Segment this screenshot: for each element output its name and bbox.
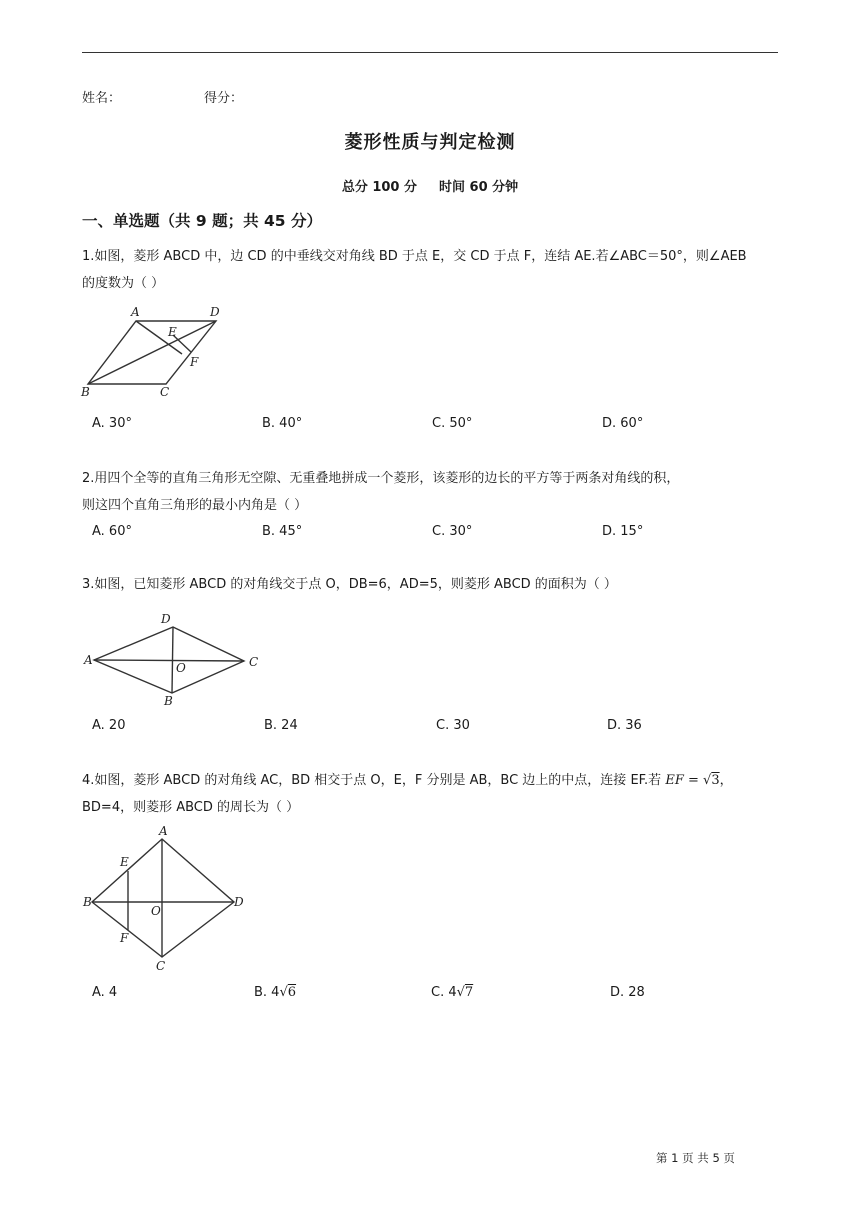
label-c: C xyxy=(160,385,170,399)
rhombus-abcd-shape xyxy=(92,839,234,957)
question-2-option-c[interactable]: C. 30° xyxy=(432,524,473,539)
question-2-line-1: 2.用四个全等的直角三角形无空隙、无重叠地拼成一个菱形，该菱形的边长的平方等于两条对角线的积， xyxy=(82,471,680,486)
label-f: F xyxy=(120,931,129,945)
question-1-line-1: 1.如图，菱形 ABCD 中，边 CD 的中垂线交对角线 BD 于点 E，交 CD 于点 F，连结 AE.若∠ABC＝50°，则∠AEB xyxy=(82,249,747,264)
question-1-option-d[interactable]: D. 60° xyxy=(602,416,644,431)
label-d: D xyxy=(161,612,171,626)
question-1-option-b[interactable]: B. 40° xyxy=(262,416,303,431)
question-3-line-1: 3.如图，已知菱形 ABCD 的对角线交于点 O，DB=6，AD=5，则菱形 ABCD 的面积为（ ） xyxy=(82,577,617,592)
label-o: O xyxy=(176,661,186,675)
label-a: A xyxy=(159,826,168,838)
page-title: 菱形性质与判定检测 xyxy=(344,132,516,153)
label-d: D xyxy=(210,305,220,319)
label-e: E xyxy=(168,325,177,339)
label-b: B xyxy=(164,694,173,708)
name-label: 姓名： xyxy=(82,91,122,106)
equation-lhs: EF xyxy=(665,773,684,788)
sqrt-6: √6 xyxy=(279,985,297,1000)
question-4-line-1-text: 4.如图，菱形 ABCD 的对角线 AC，BD 相交于点 O，E，F 分别是 AB，BC 边上的中点，连接 EF.若 xyxy=(82,773,662,788)
label-d: D xyxy=(234,895,244,909)
time-limit: 时间 60 分钟 xyxy=(439,180,519,195)
radical-sign: √ xyxy=(703,773,712,788)
label-c: C xyxy=(249,655,259,669)
label-f: F xyxy=(190,355,199,369)
question-1-option-c[interactable]: C. 50° xyxy=(432,416,473,431)
score-label: 得分： xyxy=(204,91,244,106)
question-1-line-2: 的度数为（ ） xyxy=(82,276,165,291)
question-4-option-b[interactable] xyxy=(254,985,296,1000)
question-3-option-b[interactable]: B. 24 xyxy=(264,718,298,733)
total-score: 总分 100 分 xyxy=(341,180,418,195)
label-e: E xyxy=(120,855,129,869)
question-2-line-2: 则这四个直角三角形的最小内角是（ ） xyxy=(82,498,308,513)
question-4-line-2: BD=4，则菱形 ABCD 的周长为（ ） xyxy=(82,800,300,815)
question-3-option-c[interactable]: C. 30 xyxy=(436,718,470,733)
sqrt-7: √7 xyxy=(456,985,474,1000)
label-a: A xyxy=(131,305,140,319)
question-1-option-a[interactable]: A. 30° xyxy=(92,416,132,431)
section-heading: 一、单选题（共 9 题；共 45 分） xyxy=(82,212,322,230)
label-c: C xyxy=(156,959,166,973)
question-3-stem xyxy=(82,571,782,598)
radicand: 3 xyxy=(711,773,720,788)
option-c-radicand: 7 xyxy=(464,985,474,1000)
diagonal-bd xyxy=(172,627,173,693)
question-2-stem xyxy=(82,465,782,519)
question-3-figure xyxy=(82,610,267,708)
sqrt-3 xyxy=(703,773,720,788)
option-b-radicand: 6 xyxy=(287,985,297,1000)
name-score-row xyxy=(82,87,244,106)
question-2-option-b[interactable]: B. 45° xyxy=(262,524,303,539)
question-4-stem xyxy=(82,767,782,821)
header-rule xyxy=(82,52,778,53)
question-3-option-d[interactable]: D. 36 xyxy=(607,718,642,733)
question-4-line-1 xyxy=(82,767,782,794)
question-3-option-a[interactable]: A. 20 xyxy=(92,718,126,733)
diagonal-ac xyxy=(94,660,244,661)
label-a: A xyxy=(84,653,93,667)
question-4-option-a[interactable]: A. 4 xyxy=(92,985,118,1000)
question-1-figure xyxy=(78,302,228,402)
question-4-option-c[interactable] xyxy=(431,985,473,1000)
equation-sign: = xyxy=(683,773,704,788)
label-b: B xyxy=(81,385,90,399)
question-4-option-d[interactable]: D. 28 xyxy=(610,985,645,1000)
option-b-prefix: B. 4 xyxy=(254,985,280,1000)
diagonal-bd xyxy=(88,321,216,384)
label-o: O xyxy=(151,904,161,918)
question-1-stem xyxy=(82,243,782,297)
question-4-figure xyxy=(82,826,252,976)
question-2-option-a[interactable]: A. 60° xyxy=(92,524,132,539)
label-b: B xyxy=(83,895,92,909)
question-4-line-1-end: ， xyxy=(719,773,733,788)
option-c-prefix: C. 4 xyxy=(431,985,457,1000)
exam-meta xyxy=(0,176,860,195)
equation-ef xyxy=(665,773,719,788)
page-footer: 第 1 页 共 5 页 xyxy=(656,1151,735,1165)
question-2-option-d[interactable]: D. 15° xyxy=(602,524,644,539)
